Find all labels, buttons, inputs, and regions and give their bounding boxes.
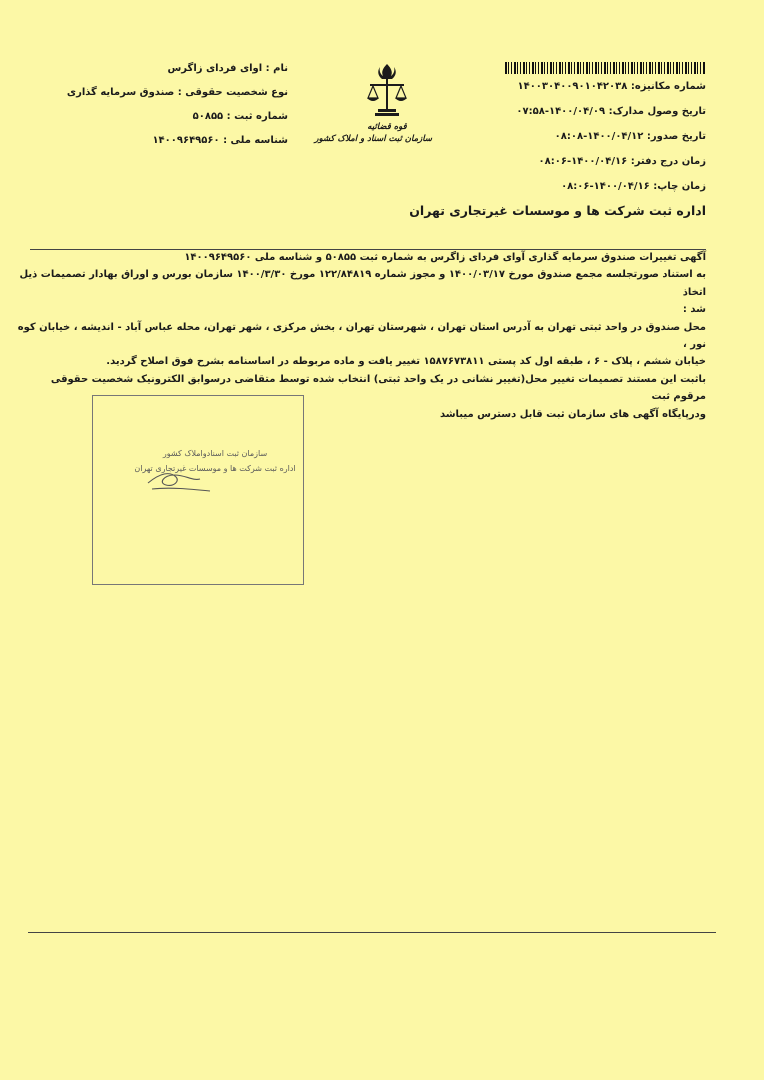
announcement-line: خیابان ششم ، پلاک - ۶ ، طبقه اول کد پستی ۱۵۸۷۶۷۳۸۱۱ تغییر یافت و ماده مربوطه در اساسنامه بشرح فوق اصلاح گردید. [106,356,706,368]
mechanized-number: شماره مکانیزه: ۱۴۰۰۳۰۴۰۰۹۰۱۰۴۲۰۳۸ [517,81,706,92]
emblem-caption-organization: سازمان ثبت اسناد و املاک کشور [314,134,432,144]
announcement-line: ودرپایگاه آگهی های سازمان ثبت قابل دسترس میباشد [439,408,706,420]
announcement-line: محل صندوق در واحد ثبتی تهران به آدرس استان تهران ، شهرستان تهران ، بخش مرکزی ، شهر تهران، محله عباس آباد - اندیشه ، خیابان کوه نور ، [17,321,706,351]
national-id: شناسه ملی : ۱۴۰۰۹۶۴۹۵۶۰ [152,135,288,146]
scales-of-justice-icon [365,62,409,120]
handwritten-signature [140,463,220,499]
registration-number: شماره ثبت : ۵۰۸۵۵ [192,111,288,122]
announcement-line: شد : [682,304,706,316]
announcement-line: به استناد صورتجلسه مجمع صندوق مورخ ۱۴۰۰/۰۳/۱۷ و مجوز شماره ۱۲۲/۸۴۸۱۹ مورخ ۱۴۰۰/۳/۳۰ سازمان بورس و اوراق بهادار تصمیمات ذیل اتخاذ [19,269,706,298]
announcement-line: آگهی تغییرات صندوق سرمایه گذاری آوای فردای زاگرس به شماره ثبت ۵۰۸۵۵ و شناسه ملی ۱۴۰۰۹۶۴۹۵۶۰ [184,252,706,263]
received-date: تاریخ وصول مدارک: ۱۴۰۰/۰۴/۰۹-۰۷:۵۸ [516,106,706,117]
divider-bottom [28,932,716,933]
legal-entity-type: نوع شخصیت حقوقی : صندوق سرمایه گذاری [66,87,288,98]
barcode [505,62,705,74]
emblem-caption-judiciary: قوه قضائیه [367,122,407,132]
judiciary-emblem [314,62,432,154]
document-metadata [486,80,706,205]
registry-entry-time: زمان درج دفتر: ۱۴۰۰/۰۴/۱۶-۰۸:۰۶ [538,156,706,167]
announcement-line: باثبت این مستند تصمیمات تغییر محل(تغییر نشانی در یک واحد ثبتی) انتخاب شده توسط متقاضی درسوابق الکترونیک شخصیت حقوقی مرقوم ثبت [50,373,706,403]
stamp-line-office: اداره ثبت شرکت ها و موسسات غیرتجاری تهران [134,464,296,473]
department-title: اداره ثبت شرکت ها و موسسات غیرتجاری تهران [409,203,706,218]
issue-date: تاریخ صدور: ۱۴۰۰/۰۴/۱۲-۰۸:۰۸ [554,131,706,142]
print-time: زمان چاپ: ۱۴۰۰/۰۴/۱۶-۰۸:۰۶ [561,181,706,192]
company-name: نام : اوای فردای زاگرس [167,63,288,74]
company-info [58,62,288,158]
stamp-line-organization: سازمان ثبت اسنادواملاک کشور [162,449,268,458]
